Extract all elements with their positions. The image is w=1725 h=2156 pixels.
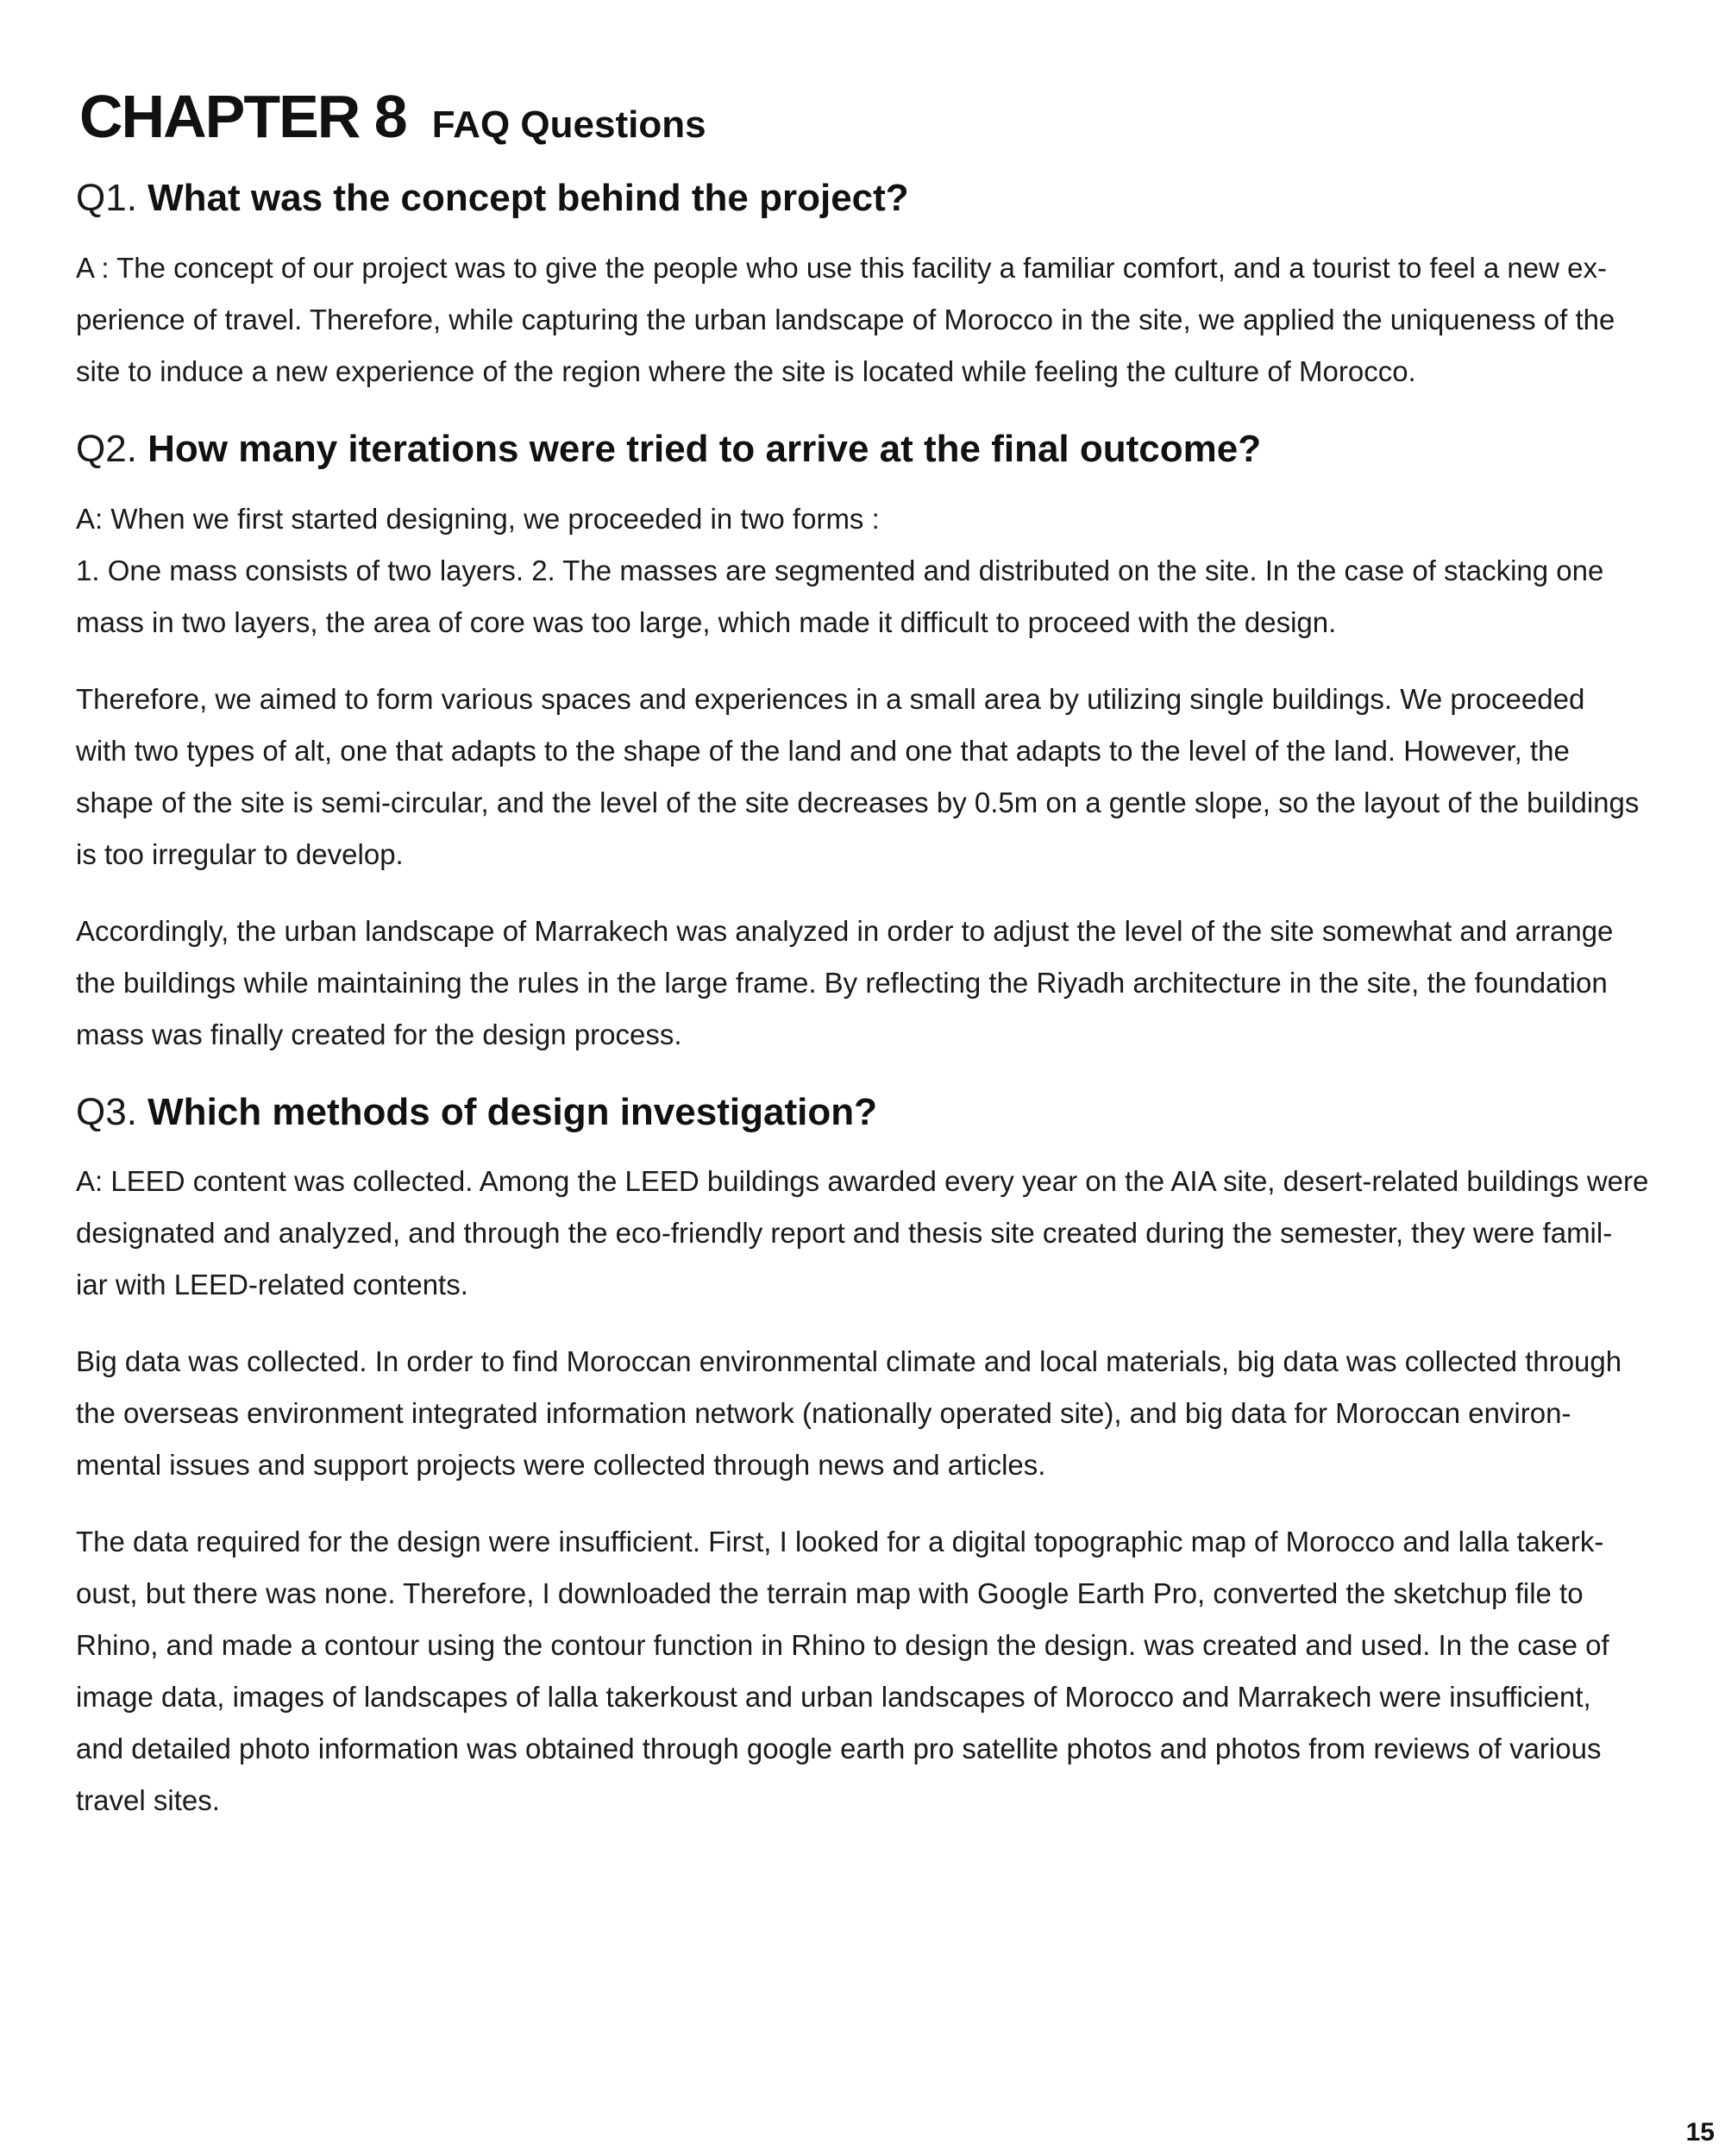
question-text: Which methods of design investigation?	[147, 1090, 877, 1133]
question-number: Q2.	[76, 427, 137, 470]
answer-paragraph: The data required for the design were insufficient. First, I looked for a digital topographic map of Morocco and lalla takerk- oust, but there was none. Therefore, I downloaded the terrain map with Google Earth Pro, converted the sketchup file to Rhino, and made a contour using the contour function in Rhino to design the design. was created and used. In the case of image data, images of landscapes of lalla takerkoust and urban landscapes of Morocco and Marrakech were insufficient, and detailed photo information was obtained through google earth pro satellite photos and photos from reviews of various travel sites.	[76, 1526, 1609, 1817]
question-text: What was the concept behind the project?	[147, 177, 909, 219]
question-number: Q3.	[76, 1090, 137, 1133]
faq-question	[76, 427, 1663, 473]
chapter-heading	[79, 83, 1663, 150]
faq-section-q2	[76, 427, 1663, 1061]
page-number: 15	[1685, 2118, 1715, 2147]
answer-paragraph: A : The concept of our project was to give the people who use this facility a familiar comfort, and a tourist to feel a new ex- perience of travel. Therefore, while capturing the urban landscape of Morocco in the site, we applied the uniqueness of the site to induce a new experience of the region where the site is located while feeling the culture of Morocco.	[76, 251, 1615, 387]
faq-section-q3	[76, 1090, 1663, 1827]
faq-question	[76, 176, 1663, 222]
faq-question	[76, 1090, 1663, 1136]
question-text: How many iterations were tried to arrive at the final outcome?	[147, 427, 1262, 470]
answer-paragraph: Big data was collected. In order to find Moroccan environmental climate and local materials, big data was collected through the overseas environment integrated information network (nationally operated site), and big data for Moroccan environ- mental issues and support projects were collected through news and articles.	[76, 1345, 1622, 1482]
faq-section-q1	[76, 176, 1663, 398]
document-page	[76, 83, 1663, 1852]
question-number: Q1.	[76, 177, 137, 219]
answer-paragraph: Therefore, we aimed to form various spaces and experiences in a small area by utilizing single buildings. We proceeded with two types of alt, one that adapts to the shape of the land and one that adapts to the level of the land. However, the shape of the site is semi-circular, and the level of the site decreases by 0.5m on a gentle slope, so the layout of the buildings is too irregular to develop.	[76, 682, 1640, 870]
chapter-subtitle: FAQ Questions	[431, 103, 706, 146]
chapter-number: CHAPTER 8	[79, 83, 406, 150]
answer-paragraph: A: When we first started designing, we proceeded in two forms : 1. One mass consists of two layers. 2. The masses are segmented and distributed on the site. In the case of stacking one mass in two layers, the area of core was too large, which made it difficult to proceed with the design.	[76, 502, 1604, 638]
answer-paragraph: A: LEED content was collected. Among the LEED buildings awarded every year on the AIA site, desert-related buildings were designated and analyzed, and through the eco-friendly report and thesis site created during the semester, they were famil- iar with LEED-related contents.	[76, 1165, 1649, 1301]
answer-paragraph: Accordingly, the urban landscape of Marrakech was analyzed in order to adjust the level of the site somewhat and arrange the buildings while maintaining the rules in the large frame. By reflecting the Riyadh architecture in the site, the foundation mass was finally created for the design process.	[76, 914, 1614, 1050]
